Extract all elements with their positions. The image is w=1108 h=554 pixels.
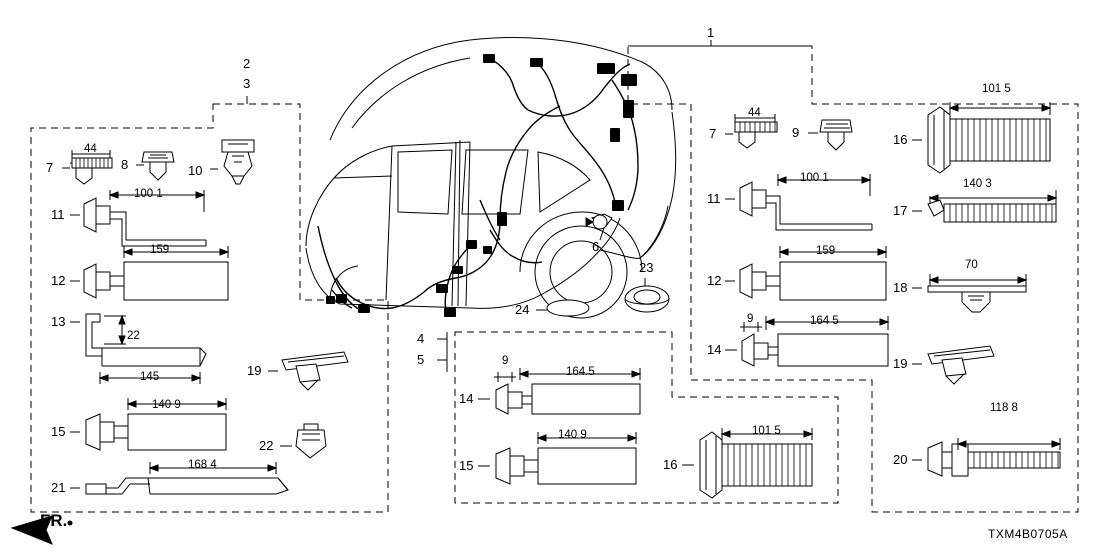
callout-3: 3 (243, 76, 251, 91)
dimension-100-1-right: 100 1 (800, 172, 829, 184)
callout-23: 23 (639, 260, 654, 275)
vehicle-outline (306, 37, 676, 318)
dimension-22: 22 (127, 330, 140, 342)
dimension-100-1-left: 100 1 (134, 188, 163, 200)
callout-9: 9 (792, 125, 800, 140)
dimension-159-left: 159 (150, 244, 170, 256)
part-13-bracket (70, 314, 206, 384)
callout-4: 4 (417, 331, 425, 346)
part-11-right (725, 174, 872, 230)
dimension-44-right: 44 (748, 107, 761, 119)
callout-19-left: 19 (247, 363, 262, 378)
dimension-70: 70 (965, 259, 978, 271)
part-23-grommet (625, 278, 669, 312)
dimension-159-right: 159 (816, 245, 836, 257)
dimension-140-3: 140 3 (963, 178, 992, 190)
part-7-right (725, 114, 777, 148)
part-9-clip (808, 120, 852, 150)
dimension-101-5-right: 101 5 (982, 83, 1011, 95)
callout-10: 10 (188, 163, 203, 178)
callout-17: 17 (893, 203, 908, 218)
callout-19-right: 19 (893, 356, 908, 371)
part-24-cap (536, 300, 589, 316)
callout-14-right: 14 (707, 342, 722, 357)
callout-8: 8 (121, 157, 129, 172)
callout-14-center: 14 (459, 391, 474, 406)
callout-1: 1 (707, 25, 715, 40)
part-10-clip (210, 140, 254, 184)
dimension-101-5-center: 101 5 (752, 425, 781, 437)
part-20-clip (912, 438, 1060, 476)
dimension-140-9-center: 140 9 (558, 429, 587, 441)
part-12-left (70, 246, 228, 300)
callout-12-left: 12 (51, 273, 66, 288)
dimension-118-8: 118 8 (990, 402, 1018, 414)
part-15-left (70, 398, 226, 450)
part-17-clip (912, 190, 1056, 222)
callout-13: 13 (51, 314, 66, 329)
callout-16-center: 16 (663, 457, 678, 472)
harness-connectors (326, 54, 637, 317)
orientation-label: FR. (40, 511, 68, 530)
part-8-clip (136, 152, 174, 180)
callout-11-right: 11 (707, 191, 721, 206)
part-7-left (62, 150, 112, 184)
callout-21: 21 (51, 480, 66, 495)
part-15-center (478, 432, 636, 484)
callout-20: 20 (893, 452, 908, 467)
callout-5: 5 (417, 352, 425, 367)
part-21-bracket (70, 462, 288, 494)
part-19-right (912, 346, 994, 384)
callout-16-right: 16 (893, 132, 908, 147)
callout-15-left: 15 (51, 424, 66, 439)
dimension-140-9-left: 140 9 (152, 399, 181, 411)
dimension-9-center: 9 (502, 355, 509, 367)
callout-18: 18 (893, 280, 908, 295)
part-22-clip (280, 424, 326, 458)
callout-24: 24 (515, 302, 530, 317)
callout-11-left: 11 (51, 207, 65, 222)
callout-2: 2 (243, 56, 251, 71)
group-boundary-1 (628, 46, 1078, 512)
callout-15-center: 15 (459, 458, 474, 473)
callout-12-right: 12 (707, 273, 722, 288)
part-12-right (725, 246, 886, 300)
dimension-9-right: 9 (747, 313, 754, 325)
part-16-right (912, 102, 1050, 173)
callout-6: 6 (592, 239, 600, 254)
dimension-164-5-right: 164 5 (810, 315, 839, 327)
part-code: TXM4B0705A (988, 527, 1068, 541)
callout-7-right: 7 (709, 126, 717, 141)
dimension-164-5-center: 164.5 (566, 366, 595, 378)
part-14-center (478, 368, 640, 414)
dimension-44-left: 44 (84, 143, 97, 155)
callout-7-left: 7 (46, 160, 54, 175)
dimension-168-4: 168 4 (188, 459, 217, 471)
wire-harness-routing (318, 58, 638, 312)
callout-leader-4-5 (437, 332, 447, 372)
part-19-left (268, 352, 348, 390)
part-16-center (682, 428, 812, 498)
dimension-145: 145 (140, 371, 160, 383)
callout-22: 22 (259, 438, 274, 453)
part-18-clip (912, 274, 1026, 312)
